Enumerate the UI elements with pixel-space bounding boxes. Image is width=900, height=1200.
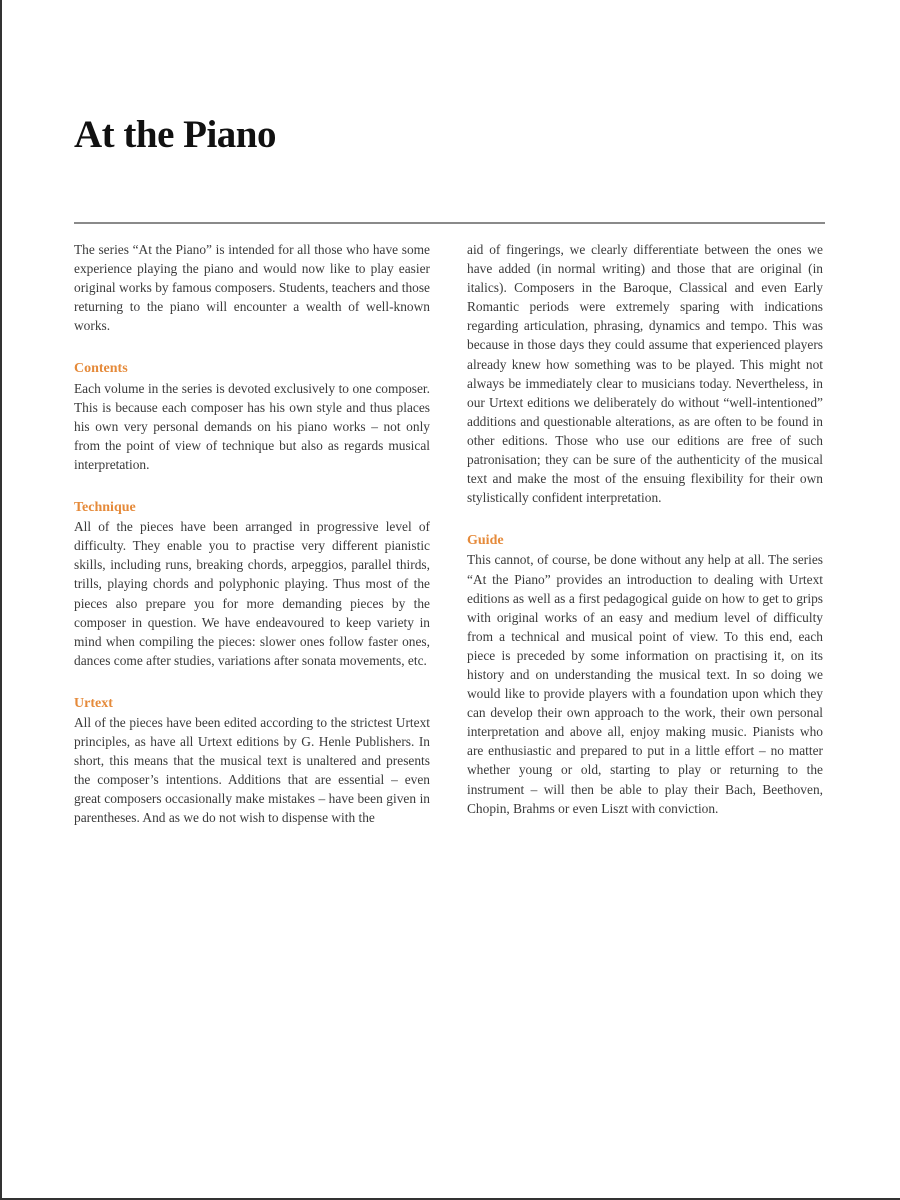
right-column [467,240,823,818]
urtext-continued-paragraph: aid of fingerings, we clearly differentiate between the ones we have added (in normal writing) and those that are original (in italics). Composers in the Baroque, Classical and even Early Romantic periods were extremely sparing with indications regarding articulation, phrasing, dynamics and tempo. This was because in those days they could assume that experienced players already knew how something was to be played. This might not always be immediately clear to musicians today. Nevertheless, in our Urtext editions we deliberately do without “well-intentioned” additions and questionable alterations, as are often to be found in other editions. Those who use our editions are free of such patronisation; they can be sure of the authenticity of the musical text and make the most of the ensuing flexibility for their own stylistically confident interpretation. [467,242,823,506]
section-body-technique: All of the pieces have been arranged in progressive level of difficulty. They enable you to practise very different pianistic skills, including runs, breaking chords, arpeggios, parallel thirds, trills, playing chords and polyphonic playing. Thus most of the pieces also prepare you for more demanding pieces by the composer in question. We have endeavoured to keep variety in mind when compiling the pieces: slower ones follow faster ones, dances come after studies, variations after sonata movements, etc. [74,519,430,668]
section-heading-urtext: Urtext [74,695,113,711]
intro-paragraph: The series “At the Piano” is intended for all those who have some experience playing the piano and would now like to play easier original works by famous composers. Students, teachers and those returning to the piano will encounter a wealth of well-known works. [74,242,430,334]
page-border-left [0,0,2,1200]
section-body-urtext: All of the pieces have been edited according to the strictest Urtext principles, as have all Urtext editions by G. Henle Publishers. In short, this means that the musical text is unaltered and presents the composer’s intentions. Additions that are essential – even great composers occasionally make mistakes – have been given in parentheses. And as we do not wish to dispense with the [74,714,430,826]
section-urtext [74,694,430,828]
section-body-guide: This cannot, of course, be done without any help at all. The series “At the Piano” provides an introduction to dealing with Urtext editions as well as a first pedagogical guide on how to get to grips with original works of an easy and medium level of difficulty from a technical and musical point of view. To this end, each piece is preceded by some information on practising it, on its history and on understanding the musical text. In so doing we would like to provide players with a foundation upon which they can develop their own approach to the work, their own personal interpretation and above all, enjoy making music. Pianists who are enthusiastic and prepared to put in a little effort – no matter whether young or old, starting to play or returning to the instrument – will then be able to play their Bach, Beethoven, Chopin, Brahms or even Liszt with conviction. [467,552,823,816]
section-contents [74,359,430,474]
title-divider [74,222,825,224]
left-column [74,240,430,828]
section-heading-guide: Guide [467,533,504,549]
page-title: At the Piano [74,113,276,156]
section-guide [467,531,823,817]
section-heading-technique: Technique [74,500,136,516]
section-heading-contents: Contents [74,361,128,377]
section-technique [74,498,430,670]
section-body-contents: Each volume in the series is devoted exclusively to one composer. This is because each composer has his own style and thus places his own very personal demands on his piano works – not only from the point of view of technique but also as regards musical interpretation. [74,380,430,472]
